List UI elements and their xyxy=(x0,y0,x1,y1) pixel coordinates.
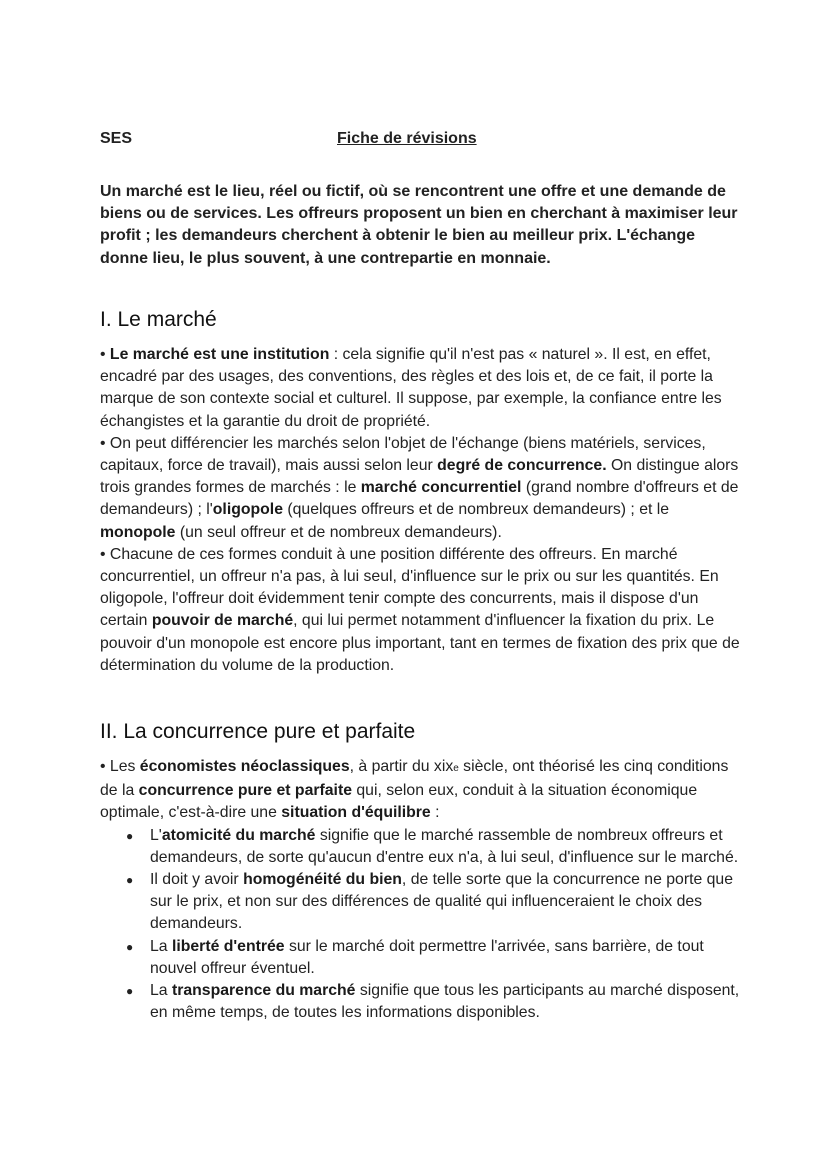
text-run: (un seul offreur et de nombreux demandeurs). xyxy=(175,523,502,541)
bullet-icon: ● xyxy=(126,984,134,999)
document-title: Fiche de révisions xyxy=(337,130,477,147)
bold-term: économistes néoclassiques xyxy=(139,758,350,775)
text-run: qui, selon eux, conduit à la situation économique optimale, c'est-à-dire une xyxy=(100,782,698,822)
text-run: , à partir du xix xyxy=(349,758,454,775)
text-run: siècle, ont théorisé les cinq conditions de la xyxy=(100,758,729,800)
bold-term: Le marché est une institution xyxy=(109,346,330,363)
text-run: signifie que le marché rassemble de nombreux offreurs et demandeurs, de sorte qu'aucun d'entre eux n'a, à lui seul, d'influence sur le marché. xyxy=(150,826,739,866)
list-item xyxy=(100,825,740,869)
paragraph xyxy=(100,544,740,677)
text-run: • Chacune de ces formes conduit à une position différente des offreurs. En marché concurrentiel, un offreur n'a pas, à lui seul, d'influence sur le prix ou sur les quantités. En oligopole, l'offreur doit évidemment tenir compte des concurrents, mais il dispose d'un certain xyxy=(100,545,719,630)
list-item xyxy=(100,980,740,1024)
text-run: La xyxy=(150,982,172,1000)
text-run: : cela signifie qu'il n'est pas « naturel ». Il est, en effet, encadré par des usages, des conventions, des règles et des lois et, de ce fait, il porte la marque de son contexte social et culturel. Il suppose, par exemple, la confiance entre les échangistes et la garantie du droit de propriété. xyxy=(100,346,722,430)
bold-term: homogénéité du bien xyxy=(243,871,402,889)
paragraph xyxy=(100,344,740,433)
section-concurrence-pure-parfaite xyxy=(100,718,740,1024)
list-item xyxy=(100,936,740,980)
bold-term: pouvoir de marché xyxy=(151,612,294,630)
bold-term: concurrence pure et parfaite xyxy=(138,782,352,800)
text-run: On distingue alors trois grandes formes de marchés : le xyxy=(100,457,739,497)
section-body xyxy=(100,756,740,825)
bold-term: atomicité du marché xyxy=(161,826,316,844)
subject-label: SES xyxy=(100,130,133,147)
text-run: , de telle sorte que la concurrence ne porte que sur le prix, et non sur des différences de qualité qui influenceraient le choix des demandeurs. xyxy=(150,871,733,933)
text-run: Il doit y avoir xyxy=(150,871,244,889)
text-run: signifie que tous les participants au marché disposent, en même temps, de toutes les informations disponibles. xyxy=(150,982,740,1022)
bullet-icon: ● xyxy=(126,873,134,888)
bold-term: situation d'équilibre xyxy=(281,804,431,822)
text-run: • Les xyxy=(100,758,140,775)
bullet-icon: ● xyxy=(126,939,134,954)
text-run: • On peut différencier les marchés selon l'objet de l'échange (biens matériels, services, capitaux, force de travail), mais aussi selon leur xyxy=(100,434,706,475)
text-run: L' xyxy=(150,826,162,844)
bold-term: transparence du marché xyxy=(171,982,356,1000)
text-run: (quelques offreurs et de nombreux demandeurs) ; et le xyxy=(282,501,670,519)
conditions-list xyxy=(100,825,740,1025)
section-le-marche xyxy=(100,306,740,677)
paragraph xyxy=(100,433,740,544)
text-run: • xyxy=(100,346,110,363)
text-run: , qui lui permet notamment d'influencer la fixation du prix. Le pouvoir d'un monopole est encore plus important, tant en termes de fixation des prix que de détermination du volume de la production. xyxy=(100,612,740,674)
bold-term: oligopole xyxy=(212,501,283,519)
bold-term: marché concurrentiel xyxy=(360,479,522,497)
text-run: : xyxy=(430,804,440,822)
ordinal-suffix: e xyxy=(453,763,459,774)
text-run: La xyxy=(150,937,172,955)
section-heading: II. La concurrence pure et parfaite xyxy=(100,720,416,743)
bullet-icon: ● xyxy=(126,828,134,843)
text-run: sur le marché doit permettre l'arrivée, sans barrière, de tout nouvel offreur éventuel. xyxy=(150,937,704,977)
bold-term: degré de concurrence. xyxy=(437,457,607,475)
intro-definition: Un marché est le lieu, réel ou fictif, où se rencontrent une offre et une demande de biens ou de services. Les offreurs proposent un bien en cherchant à maximiser leur profit ; les demandeurs cherchent à obtenir le bien au meilleur prix. L'échange donne lieu, le plus souvent, à une contrepartie en monnaie. xyxy=(100,183,738,267)
document-header xyxy=(100,130,740,152)
paragraph xyxy=(100,756,740,825)
text-run: (grand nombre d'offreurs et de demandeurs) ; l' xyxy=(100,479,739,519)
section-body xyxy=(100,344,740,677)
list-item xyxy=(100,869,740,936)
section-heading: I. Le marché xyxy=(100,308,217,331)
bold-term: liberté d'entrée xyxy=(171,937,285,955)
bold-term: monopole xyxy=(100,523,176,541)
